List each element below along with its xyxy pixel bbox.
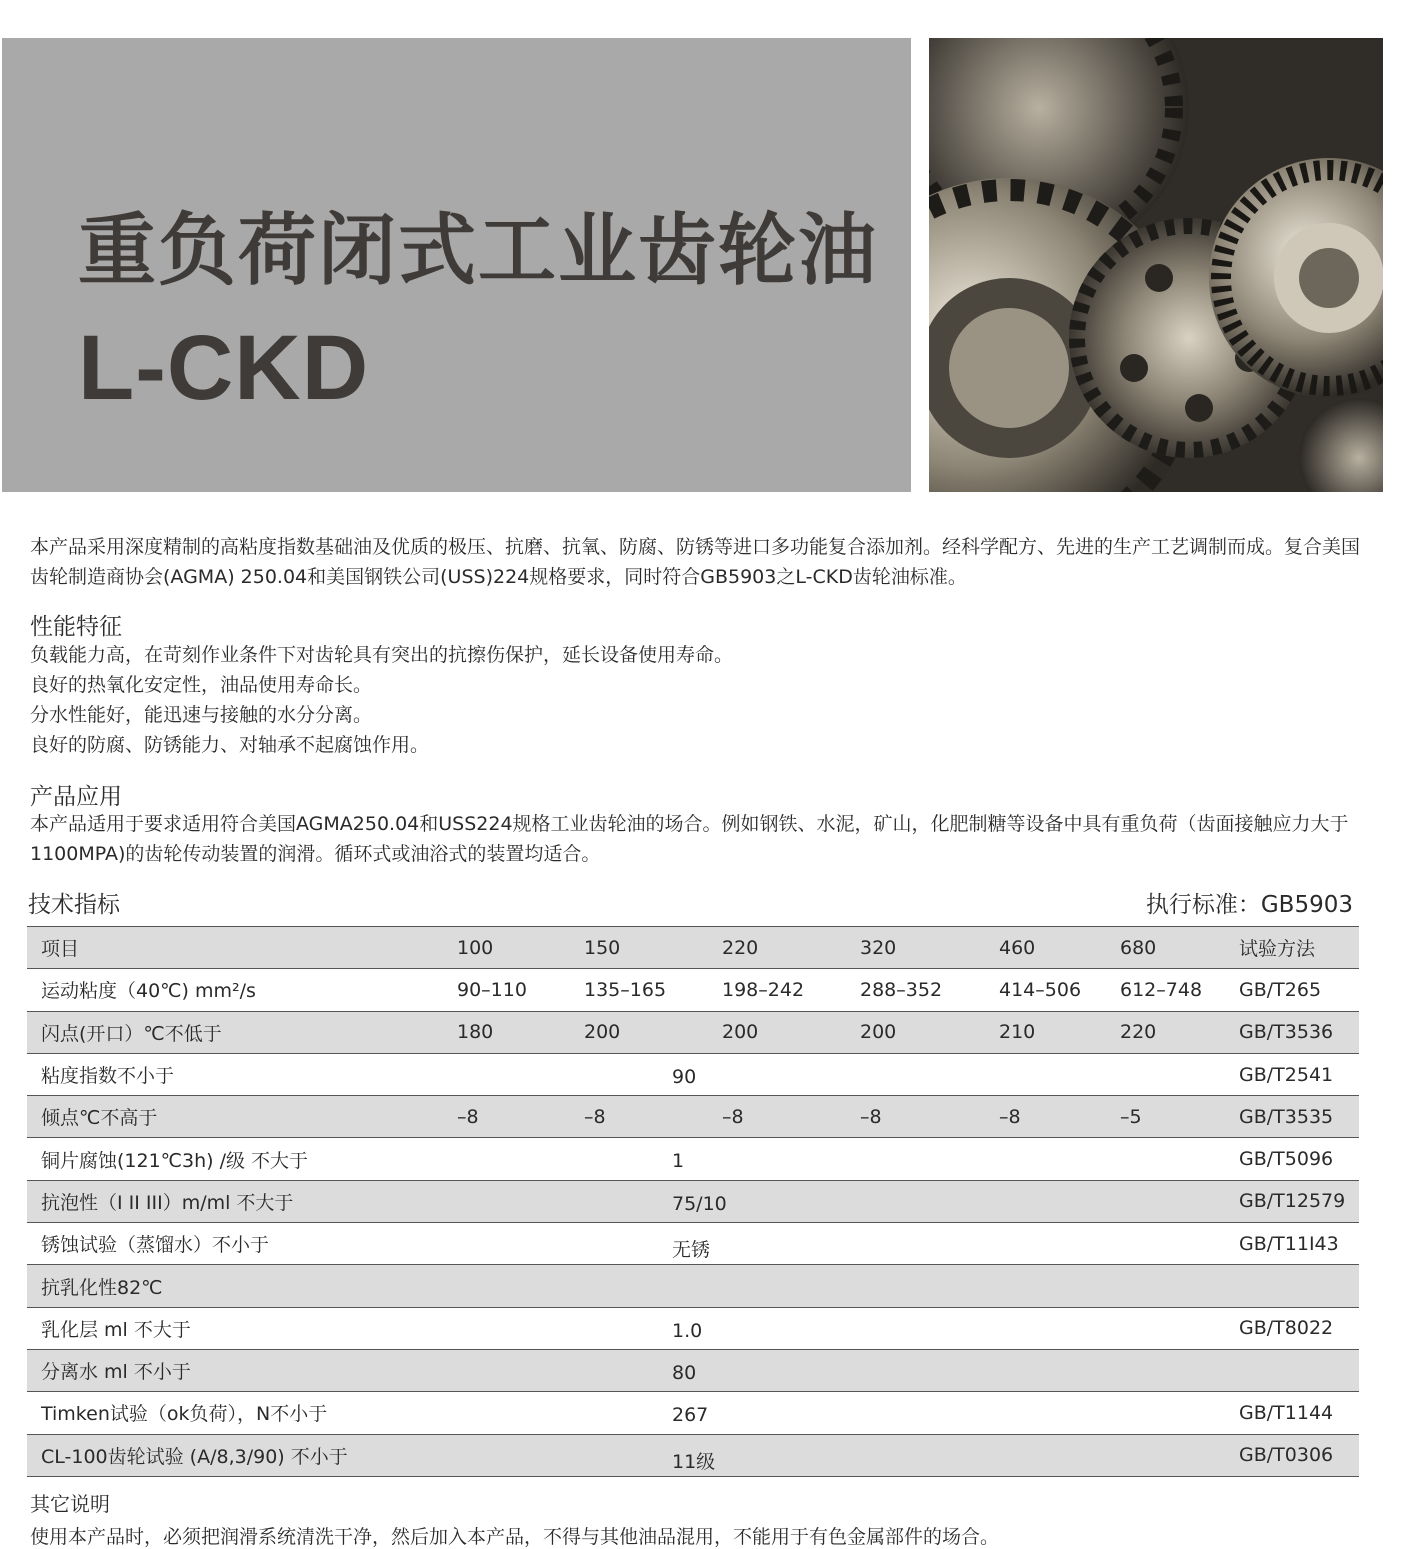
value-cell: 288–352 [846,969,985,1011]
list-item: 良好的热氧化安定性，油品使用寿命长。 [30,674,373,696]
list-item: 分水性能好，能迅速与接触的水分分离。 [30,704,373,726]
value-cell: 90–110 [443,969,570,1011]
item-cell: 分离水 ml 不小于 [27,1349,443,1391]
header-cell: 460 [985,927,1106,969]
method-cell: GB/T12579 [1225,1180,1359,1222]
value-cell: 200 [708,1011,846,1053]
notes-text: 使用本产品时，必须把润滑系统清洗干净，然后加入本产品，不得与其他油品混用，不能用于有色金属部件的场合。 [30,1526,1000,1548]
header-cell: 220 [708,927,846,969]
table-row [27,1096,1359,1138]
method-cell: GB/T1144 [1225,1392,1359,1434]
method-cell: GB/T2541 [1225,1053,1359,1095]
item-cell: 锈蚀试验（蒸馏水）不小于 [27,1223,443,1265]
item-cell: 铜片腐蚀(121℃3h) /级 不大于 [27,1138,443,1180]
single-value: 267 [672,1404,709,1427]
table-row [27,1434,1359,1476]
single-value: 11级 [672,1450,716,1473]
gears-photo [929,38,1383,492]
value-cell [443,1349,1225,1391]
performance-title: 性能特征 [30,614,122,640]
single-value: 1.0 [672,1319,703,1342]
table-row [27,1011,1359,1053]
header-cell: 100 [443,927,570,969]
header-cell: 320 [846,927,985,969]
value-cell: –8 [846,1096,985,1138]
value-cell: 414–506 [985,969,1106,1011]
table-row [27,1138,1359,1180]
gears-icon [929,38,1383,492]
value-cell: –8 [708,1096,846,1138]
value-cell: 220 [1106,1011,1225,1053]
value-cell: 180 [443,1011,570,1053]
value-cell [443,1138,1225,1180]
spec-table [27,926,1359,1477]
single-value: 80 [672,1361,697,1384]
value-cell [443,1223,1225,1265]
table-row [27,1392,1359,1434]
product-code: L-CKD [78,317,370,419]
method-cell: GB/T11I43 [1225,1223,1359,1265]
performance-list [30,640,733,760]
item-cell: CL-100齿轮试验 (A/8,3/90) 不小于 [27,1434,443,1476]
value-cell: –8 [570,1096,708,1138]
method-cell: GB/T8022 [1225,1307,1359,1349]
list-item: 良好的防腐、防锈能力、对轴承不起腐蚀作用。 [30,734,430,756]
value-cell [443,1392,1225,1434]
header-cell: 150 [570,927,708,969]
table-row [27,1349,1359,1391]
method-cell: GB/T0306 [1225,1434,1359,1476]
item-cell: 抗乳化性82℃ [27,1265,443,1307]
value-cell [443,1434,1225,1476]
table-row [27,1265,1359,1307]
product-title: 重负荷闭式工业齿轮油 [78,206,879,296]
value-cell: 210 [985,1011,1106,1053]
method-cell [1225,1265,1359,1307]
single-value: 90 [672,1065,697,1088]
value-cell [443,1307,1225,1349]
table-row [27,1223,1359,1265]
item-cell: 粘度指数不小于 [27,1053,443,1095]
standard-label: 执行标准：GB5903 [1145,892,1353,918]
list-item: 负载能力高，在苛刻作业条件下对齿轮具有突出的抗擦伤保护，延长设备使用寿命。 [30,644,734,666]
item-cell: 运动粘度（40℃) mm²/s [27,969,443,1011]
item-cell: 乳化层 ml 不大于 [27,1307,443,1349]
single-value: 1 [672,1150,685,1173]
table-row [27,1053,1359,1095]
value-cell: 200 [570,1011,708,1053]
value-cell: 200 [846,1011,985,1053]
value-cell: –8 [985,1096,1106,1138]
value-cell: –5 [1106,1096,1225,1138]
single-value: 75/10 [672,1192,727,1215]
table-row [27,969,1359,1011]
method-cell: GB/T3536 [1225,1011,1359,1053]
method-cell: GB/T3535 [1225,1096,1359,1138]
method-cell: GB/T5096 [1225,1138,1359,1180]
item-cell: 抗泡性（I II III）m/ml 不大于 [27,1180,443,1222]
notes-title: 其它说明 [30,1492,110,1516]
method-cell [1225,1349,1359,1391]
application-title: 产品应用 [30,784,122,810]
title-banner [2,38,911,492]
table-header-row [27,927,1359,969]
value-cell [443,1053,1225,1095]
item-cell: 闪点(开口）℃不低于 [27,1011,443,1053]
value-cell: –8 [443,1096,570,1138]
value-cell: 612–748 [1106,969,1225,1011]
product-intro: 本产品采用深度精制的高粘度指数基础油及优质的极压、抗磨、抗氧、防腐、防锈等进口多功能复合添加剂。经科学配方、先进的生产工艺调制而成。复合美国齿轮制造商协会(AGMA) 250.04和美国钢铁公司(USS)224规格要求，同时符合GB5903之L-CKD齿轮油标准。 [30,536,1361,588]
application-text: 本产品适用于要求适用符合美国AGMA250.04和USS224规格工业齿轮油的场合。例如钢铁、水泥，矿山，化肥制糖等设备中具有重负荷（齿面接触应力大于1100MPA)的齿轮传动装置的润滑。循环式或油浴式的装置均适合。 [30,813,1349,865]
specs-title: 技术指标 [28,892,120,918]
table-row [27,1180,1359,1222]
value-cell: 135–165 [570,969,708,1011]
item-cell: Timken试验（ok负荷），N不小于 [27,1392,443,1434]
header-cell: 680 [1106,927,1225,969]
table-row [27,1307,1359,1349]
value-cell [443,1180,1225,1222]
value-cell: 198–242 [708,969,846,1011]
item-cell: 倾点℃不高于 [27,1096,443,1138]
method-cell: GB/T265 [1225,969,1359,1011]
header-cell: 试验方法 [1225,927,1359,969]
single-value: 无锈 [672,1239,711,1262]
value-cell [443,1265,1225,1307]
header-cell: 项目 [27,927,443,969]
